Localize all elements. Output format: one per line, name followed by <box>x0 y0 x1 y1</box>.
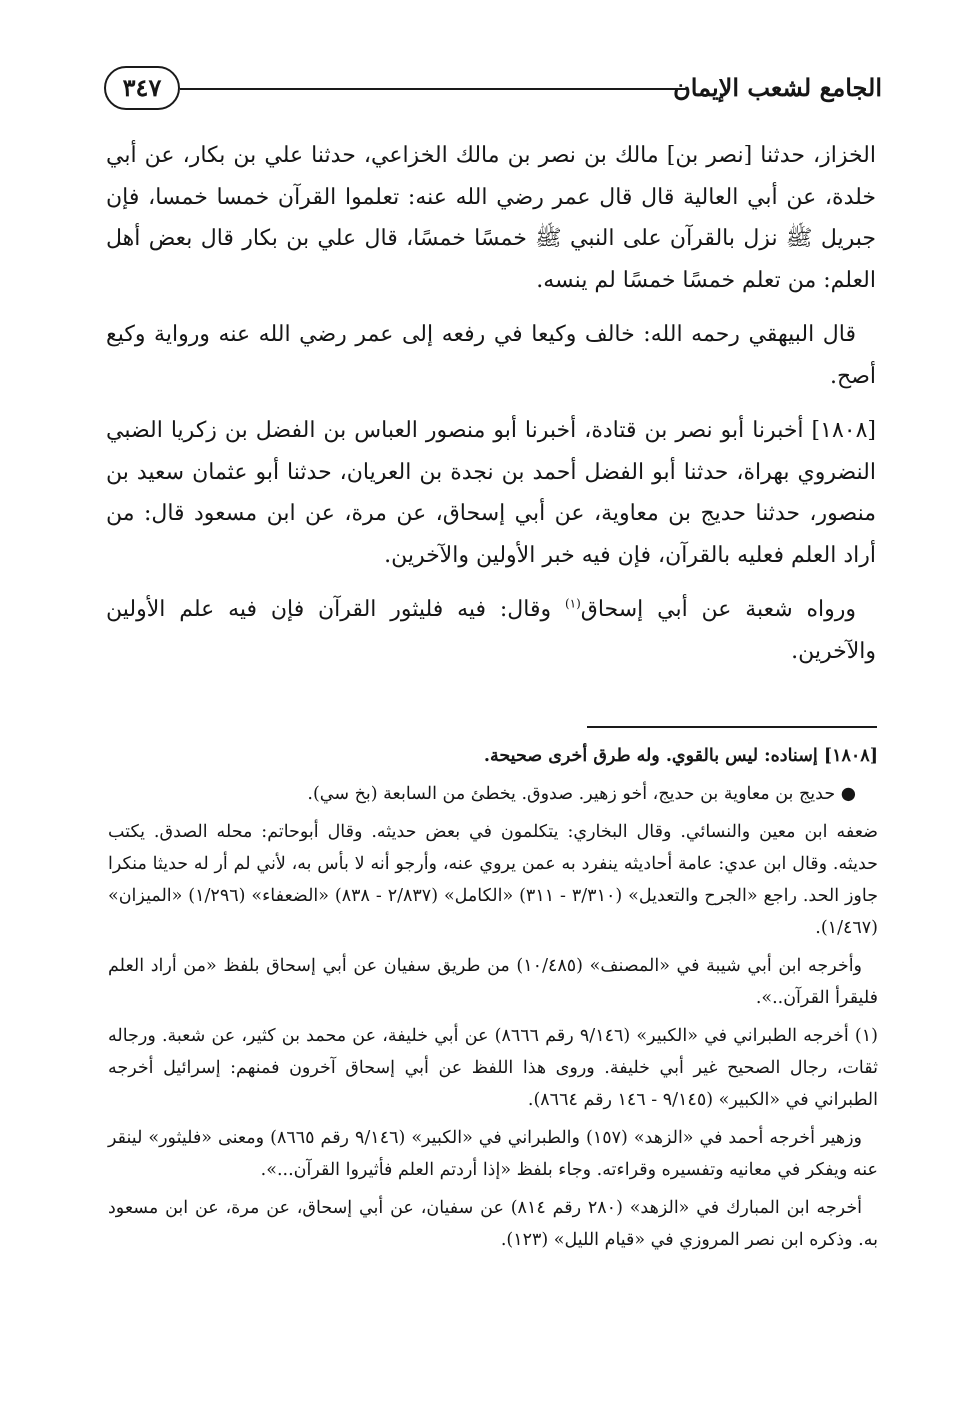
narrator-assessment: ضعفه ابن معين والنسائي. وقال البخاري: يتكلمون في بعض حديثه. وقال أبوحاتم: محله الصدق. يكتب حديثه. وقال ابن عدي: عامة أحاديثه ينفرد به عمن يروي عنه، وأرجو أنه لا بأس به، لأني لم أر له حديثا منكرا جاوز الحد. راجع «الجرح والتعديل» (٣/٣١٠ - ٣١١) «الكامل» (٢/٨٣٧ - ٨٣٨) «الضعفاء» (١/٢٩٦) «الميزان» (١/٤٦٧). <box>108 822 879 938</box>
paragraph-4-start: ورواه شعبة عن أبي إسحاق <box>580 597 857 622</box>
main-text <box>106 135 876 685</box>
footnote-ref-1[interactable]: (١) <box>564 596 581 611</box>
narrator-bullet: ● حديج بن معاوية بن حديج، أخو زهير. صدوق. يخطئ من السابعة (بخ سي). <box>307 784 856 804</box>
running-title: الجامع لشعب الإيمان <box>673 73 882 102</box>
footnote-1-continuation: وزهير أخرجه أحمد في «الزهد» (١٥٧) والطبراني في «الكبير» (٩/١٤٦ رقم ٨٦٦٥) ومعنى «فليثور» لينقر عنه ويفكر في معانيه وتفسيره وقراءته. وجاء بلفظ «إذا أردتم العلم فأثيروا القرآن...». <box>108 1128 878 1180</box>
paragraph-4-end: وقال: فيه فليثور القرآن فإن فيه علم الأولين والآخرين. <box>106 597 876 664</box>
header-rule <box>180 88 686 90</box>
footnote-1: (١) أخرجه الطبراني في «الكبير» (٩/١٤٦ رقم ٨٦٦٦) عن أبي خليفة، عن محمد بن كثير، عن شعبة. ورجاله ثقات، رجال الصحيح غير أبي خليفة. وروى هذا اللفظ عن أبي إسحاق آخرون فمنهم: إسرائيل أخرجه الطبراني في «الكبير» (٩/١٤٥ - ١٤٦ رقم ٨٦٦٤). <box>108 1026 878 1110</box>
footnote-separator <box>587 726 877 728</box>
page-number: ٣٤٧ <box>104 66 180 110</box>
hadith-number: [١٨٠٨] <box>811 418 876 443</box>
footnote-1808-extra: وأخرجه ابن أبي شيبة في «المصنف» (١٠/٤٨٥) من طريق سفيان عن أبي إسحاق بلفظ «من أراد العلم فليقرأ القرآن..». <box>108 956 878 1008</box>
footnote-1-final: أخرجه ابن المبارك في «الزهد» (٢٨٠ رقم ٨١٤) عن سفيان، عن أبي إسحاق، عن مرة، عن ابن مسعود به. وذكره ابن نصر المروزي في «قيام الليل» (١٢٣). <box>108 1198 878 1250</box>
footnotes <box>108 740 878 1262</box>
paragraph-1: الخزاز، حدثنا [نصر بن] مالك بن نصر بن مالك الخزاعي، حدثنا علي بن بكار، عن أبي خلدة، عن أبي العالية قال قال عمر رضي الله عنه: تعلموا القرآن خمسا خمسا، فإن جبريل ﷺ نزل بالقرآن على النبي ﷺ خمسًا خمسًا، قال علي بن بكار قال بعض أهل العلم: من تعلم خمسًا خمسًا لم ينسه. <box>106 143 876 293</box>
hadith-text: أخبرنا أبو نصر بن قتادة، أخبرنا أبو منصور العباس بن الفضل بن زكريا الضبي النضروي بهراة، حدثنا أبو الفضل أحمد بن نجدة بن العريان، حدثنا أبو عثمان سعيد بن منصور، حدثنا حديج بن معاوية، عن أبي إسحاق، عن مرة، عن ابن مسعود قال: من أراد العلم فعليه بالقرآن، فإن فيه خبر الأولين والآخرين. <box>106 418 876 568</box>
paragraph-3 <box>106 410 876 576</box>
footnote-1808-heading: [١٨٠٨] إسناده: ليس بالقوي. وله طرق أخرى صحيحة. <box>483 746 878 766</box>
paragraph-2: قال البيهقي رحمه الله: خالف وكيعا في رفعه إلى عمر رضي الله عنه ورواية وكيع أصح. <box>106 322 876 389</box>
paragraph-4 <box>106 589 876 672</box>
page-header <box>104 66 882 112</box>
